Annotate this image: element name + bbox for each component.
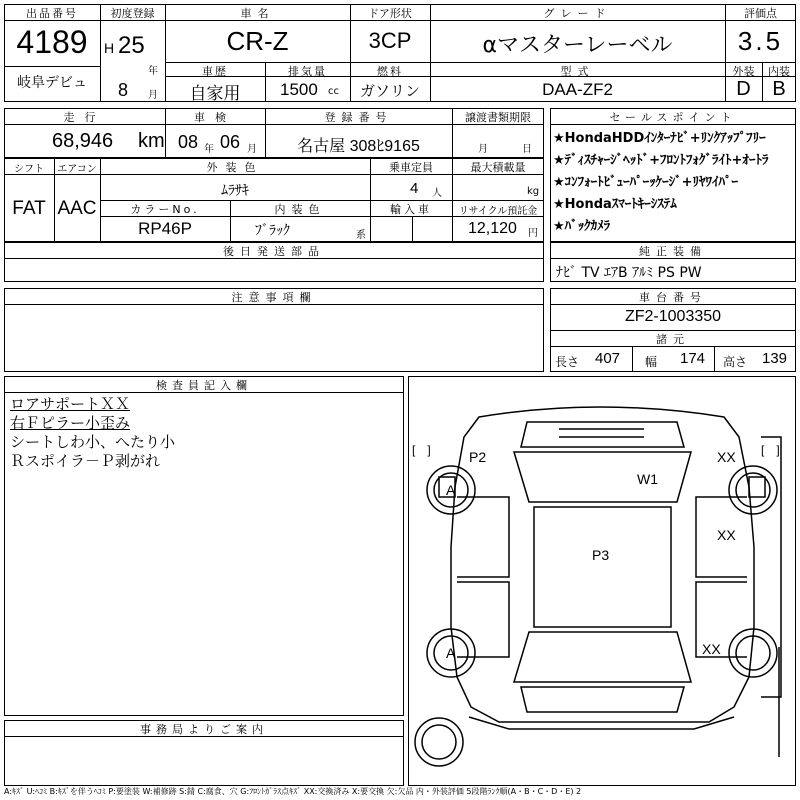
fuel-label: 燃料 [377, 65, 403, 78]
history-value: 自家用 [189, 84, 241, 104]
mark-bracket-right: [ ] [761, 443, 780, 457]
ac-label: エアコン [57, 164, 97, 175]
displacement-label: 排気量 [288, 65, 327, 78]
mark-xx-front-right: XX [717, 449, 736, 465]
history-label: 車歴 [202, 65, 228, 78]
chassis-value: ZF2-1003350 [624, 308, 722, 325]
reg-no-label: 登録番号 [324, 111, 393, 124]
mark-w1: W1 [637, 471, 658, 487]
equipment-value: ﾅﾋﾞ TV ｴｱB ｱﾙﾐ PS PW [556, 265, 702, 281]
mileage-label: 走行 [63, 111, 106, 124]
transfer-label: 譲渡書類期限 [465, 111, 531, 124]
interior-grade-label: 内装 [768, 65, 790, 78]
equipment-label: 純正装備 [639, 245, 707, 258]
transfer-day-unit: 日 [522, 144, 532, 155]
length-label: 長さ [555, 355, 580, 369]
grade-label: グレード [543, 7, 612, 20]
car-outline [409, 377, 795, 785]
specs-label: 諸元 [656, 333, 690, 346]
car-name-label: 車名 [240, 7, 275, 20]
selling-points-list [553, 128, 795, 238]
model-value: DAA-ZF2 [542, 80, 613, 99]
month-unit: 月 [148, 90, 158, 101]
exterior-grade: D [736, 78, 751, 100]
office-label: 事務局よりご案内 [140, 723, 268, 736]
car-name: CR-Z [226, 26, 289, 56]
int-color-value: ﾌﾞﾗｯｸ [255, 223, 290, 239]
width-label: 幅 [645, 355, 658, 369]
recycle-label: リサイクル預託金 [458, 206, 538, 217]
mark-a-front: A [446, 482, 456, 498]
mark-p3: P3 [592, 547, 610, 563]
interior-grade: B [772, 78, 786, 100]
recycle-value: 12,120 [468, 220, 517, 237]
mileage-value: 68,946 [52, 130, 114, 152]
list-item: ★ﾊﾞｯｸｶﾒﾗ [553, 219, 611, 234]
inspector-line: シートしわ小、へたり小 [10, 433, 176, 451]
displacement-unit: cc [328, 86, 339, 97]
notes-label: 注意事項欄 [231, 291, 317, 304]
mark-xx-right-mid: XX [717, 527, 736, 543]
model-label: 型式 [560, 65, 595, 78]
ext-color-value: ﾑﾗｻｷ [221, 183, 249, 199]
chassis-label: 車台番号 [639, 291, 707, 304]
score-label: 評価点 [744, 7, 777, 20]
mark-bracket-left: [ ] [412, 443, 431, 457]
list-item: ★ﾃﾞｨｽﾁｬｰｼﾞﾍｯﾄﾞ+ﾌﾛﾝﾄﾌｫｸﾞﾗｲﾄ+ｵｰﾄﾗ [553, 153, 769, 168]
insp-year: 08 [178, 132, 199, 152]
recycle-unit: 円 [528, 228, 538, 239]
inspector-line: 右Ｆピラー小歪み [10, 414, 131, 432]
score-value: 3.5 [737, 26, 784, 56]
color-no-label: カラーNo. [130, 203, 200, 216]
inspector-label: 検査員記入欄 [156, 379, 252, 392]
height-label: 高さ [723, 355, 748, 369]
ext-color-label: 外装色 [206, 161, 264, 174]
exterior-grade-label: 外装 [732, 65, 755, 78]
door-type: 3CP [368, 28, 412, 53]
year-unit: 年 [148, 66, 158, 77]
displacement-value: 1500 [280, 80, 318, 99]
ac-value: AAC [57, 198, 97, 219]
list-item: ★HondaHDDｲﾝﾀｰﾅﾋﾞ+ﾘﾝｸｱｯﾌﾟﾌﾘｰ [553, 131, 766, 146]
legend-text: A:ｷｽﾞ U:ﾍｺﾐ B:ｷｽﾞを伴うﾍｺﾐ P:要塗装 W:補修跡 S:錆 C:腐食、穴 G:ﾌﾛﾝﾄｶﾞﾗｽ点ｷｽﾞ XX:交換済み X:要交換 欠:欠品 内・外装評価 5段階ﾗﾝｸ順(A・B・C・D・E) 2 [4, 787, 582, 796]
inspection-label: 車検 [194, 111, 236, 124]
int-color-label: 内装色 [274, 203, 326, 216]
lot-label: 出品番号 [26, 7, 78, 20]
later-parts-label: 後日発送部品 [223, 245, 325, 258]
lot-number: 4189 [16, 24, 88, 60]
capacity-unit: 人 [432, 188, 442, 199]
reg-month: 8 [118, 80, 129, 100]
mileage-unit: km [138, 130, 165, 152]
list-item: ★Hondaｽﾏｰﾄｷｰｼｽﾃﾑ [553, 197, 677, 212]
inspector-line: Ｒスポイラ－Ｐ剥がれ [10, 452, 161, 470]
transfer-month-unit: 月 [478, 144, 488, 155]
era: H [104, 40, 115, 56]
first-reg-label: 初度登録 [110, 7, 155, 20]
length-value: 407 [595, 350, 621, 367]
auction-debut: 岐阜デビュ [17, 75, 87, 91]
reg-no-value: 名古屋 308ﾋ9165 [297, 138, 420, 155]
max-load-label: 最大積載量 [470, 161, 526, 174]
insp-month: 06 [220, 132, 241, 152]
inspector-notes [10, 395, 175, 471]
door-label: ドア形状 [368, 7, 412, 20]
grade-value: αマスターレーベル [482, 33, 673, 58]
mark-xx-rear-right: XX [702, 641, 721, 657]
shift-label: シフト [14, 164, 44, 175]
capacity-value: 4 [410, 180, 419, 197]
max-load-unit: kg [527, 186, 540, 197]
fuel-value: ガソリン [359, 82, 420, 100]
capacity-label: 乗車定員 [389, 161, 433, 174]
color-no-value: RP46P [138, 219, 192, 238]
inspector-line: ロアサポートＸＸ [10, 395, 131, 413]
list-item: ★ｺﾝﾌｫｰﾄﾋﾞｭｰﾊﾟｰｯｹｰｼﾞ+ﾘﾔﾜｲﾊﾟｰ [553, 175, 739, 190]
width-value: 174 [680, 350, 706, 367]
reg-year: 25 [118, 32, 145, 59]
insp-year-unit: 年 [204, 144, 214, 155]
int-color-unit: 系 [356, 230, 366, 241]
damage-diagram [408, 376, 796, 786]
selling-points-label: セールスポイント [609, 111, 737, 124]
insp-month-unit: 月 [247, 144, 257, 155]
height-value: 139 [762, 350, 788, 367]
mark-a-rear: A [446, 645, 456, 661]
shift-value: FAT [12, 198, 46, 219]
import-label: 輸入車 [390, 203, 432, 216]
mark-p2: P2 [469, 449, 487, 465]
